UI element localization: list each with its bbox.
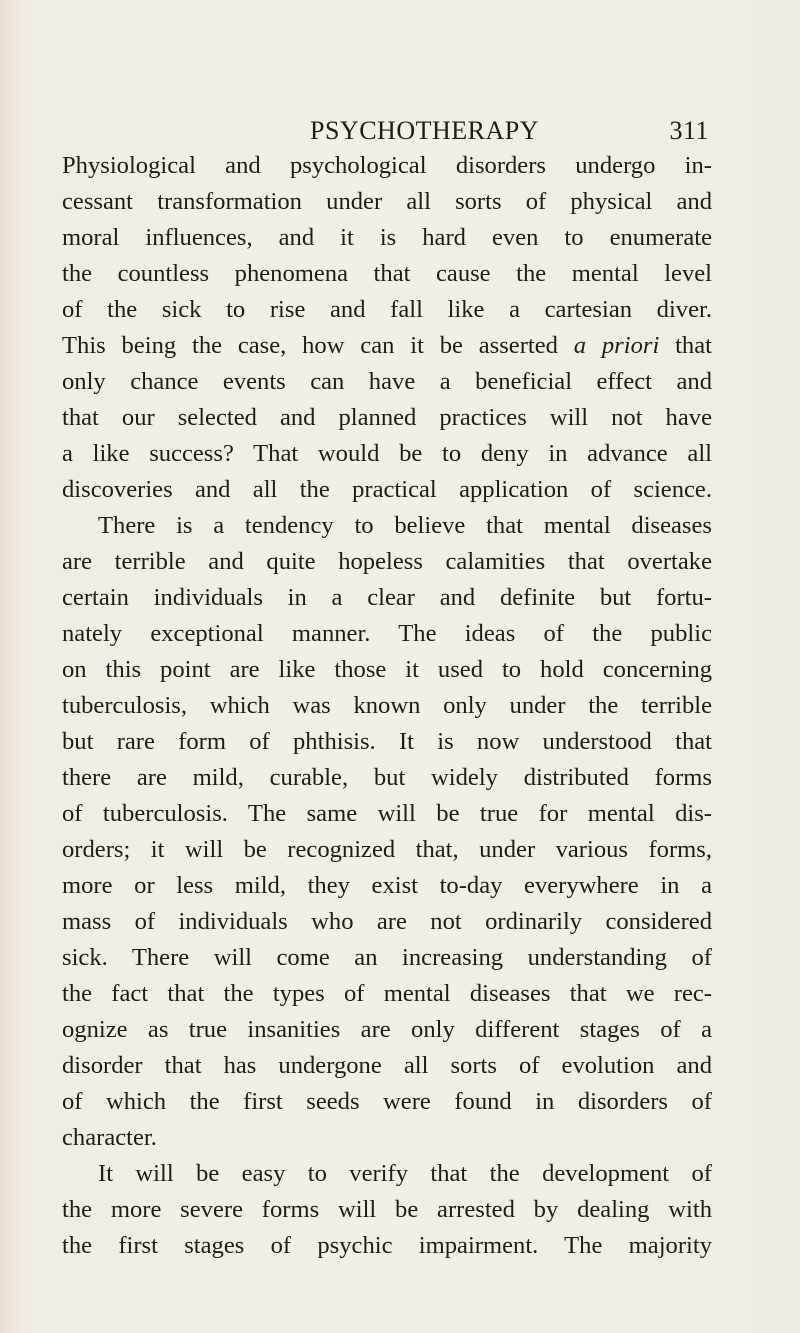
text-line: the first stages of psychic impairment. The majority <box>62 1232 712 1259</box>
text-line: discoveries and all the practical application of science. <box>62 476 712 503</box>
text-line: disorder that has undergone all sorts of evolution and <box>62 1052 712 1079</box>
page-number: 311 <box>669 116 709 145</box>
text-line: mass of individuals who are not ordinarily considered <box>62 908 712 935</box>
text-line: moral influences, and it is hard even to enumerate <box>62 224 712 251</box>
running-title: PSYCHOTHERAPY <box>310 116 539 145</box>
text-line: there are mild, curable, but widely distributed forms <box>62 764 712 791</box>
text-line: the more severe forms will be arrested by dealing with <box>62 1196 712 1223</box>
text-line: on this point are like those it used to hold concerning <box>62 656 712 683</box>
paragraph-start-line: There is a tendency to believe that mental diseases <box>98 512 712 539</box>
text-line: only chance events can have a beneficial effect and <box>62 368 712 395</box>
text-line: but rare form of phthisis. It is now understood that <box>62 728 712 755</box>
text-line: nately exceptional manner. The ideas of the public <box>62 620 712 647</box>
line-6-start: This being the case, how can it be asserted <box>62 332 574 359</box>
text-line: that our selected and planned practices will not have <box>62 404 712 431</box>
text-line: Physiological and psychological disorders undergo in- <box>62 152 712 179</box>
text-line: sick. There will come an increasing understanding of <box>62 944 712 971</box>
italic-a-priori: a priori <box>573 332 660 359</box>
text-line: are terrible and quite hopeless calamities that overtake <box>62 548 712 575</box>
line-6-end: that <box>659 332 712 359</box>
text-line: orders; it will be recognized that, under various forms, <box>62 836 712 863</box>
text-line: cessant transformation under all sorts of physical and <box>62 188 712 215</box>
paragraph-start-line: It will be easy to verify that the development of <box>98 1160 712 1187</box>
text-line: a like success? That would be to deny in advance all <box>62 440 712 467</box>
text-line-with-italic <box>62 328 712 364</box>
text-line: more or less mild, they exist to-day everywhere in a <box>62 872 712 899</box>
text-line: ognize as true insanities are only different stages of a <box>62 1016 712 1043</box>
body-text <box>62 148 712 1264</box>
text-line: the countless phenomena that cause the mental level <box>62 260 712 287</box>
text-line: of which the first seeds were found in disorders of <box>62 1088 712 1115</box>
paragraph-end-line: character. <box>62 1124 157 1151</box>
text-line: tuberculosis, which was known only under the terrible <box>62 692 712 719</box>
text-line: certain individuals in a clear and definite but fortu- <box>62 584 712 611</box>
text-line: of the sick to rise and fall like a cartesian diver. <box>62 296 712 323</box>
running-head <box>147 112 709 152</box>
text-line: of tuberculosis. The same will be true for mental dis- <box>62 800 712 827</box>
text-line: the fact that the types of mental diseases that we rec- <box>62 980 712 1007</box>
